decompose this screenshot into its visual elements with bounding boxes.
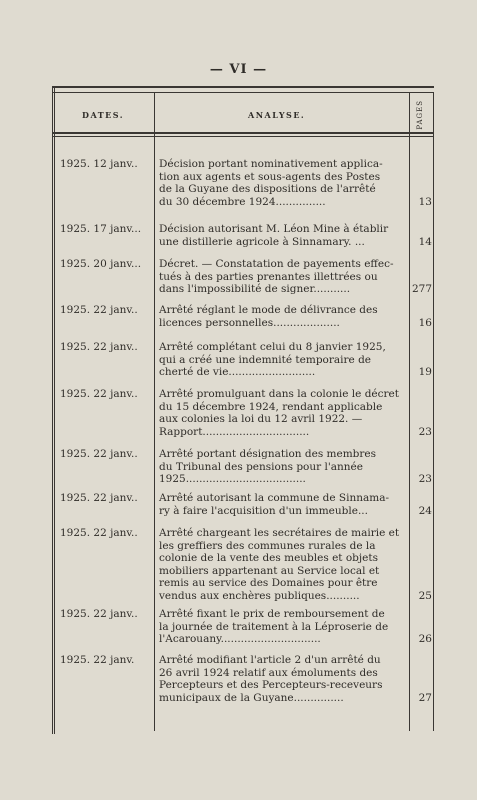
page-folio: — VI — xyxy=(209,62,268,77)
index-table xyxy=(52,86,434,734)
entry-date: 1925. 22 janv.. xyxy=(60,341,138,353)
analysis-line: Percepteurs et des Percepteurs-receveurs xyxy=(159,679,383,691)
entry-page-number: 26 xyxy=(418,633,432,645)
entry-date: 1925. 22 janv.. xyxy=(60,304,138,316)
entry-date: 1925. 22 janv.. xyxy=(60,388,138,400)
analysis-line: Arrêté réglant le mode de délivrance des xyxy=(159,304,378,316)
entry-date: 1925. 20 janv... xyxy=(60,258,142,270)
entry-analysis xyxy=(159,258,409,296)
entry-analysis xyxy=(159,158,409,208)
analysis-line: Décret. — Constatation de payements effec- xyxy=(159,258,394,270)
entry-date: 1925. 22 janv.. xyxy=(60,608,138,620)
entry-date: 1925. 22 janv.. xyxy=(60,492,138,504)
header-rule xyxy=(52,132,434,134)
analysis-line: Arrêté complétant celui du 8 janvier 1925, xyxy=(159,341,386,353)
analysis-line: cherté de vie.......................... xyxy=(159,366,316,378)
entry-page-number: 23 xyxy=(418,425,432,438)
analysis-line: vendus aux enchères publiques.......... xyxy=(159,589,360,602)
analysis-line: Décision autorisant M. Léon Mine à établir xyxy=(159,223,389,235)
entry-analysis xyxy=(159,341,409,379)
analysis-line: mobiliers appartenant au Service local et xyxy=(159,564,380,577)
analysis-line: remis au service des Domaines pour être xyxy=(159,577,378,589)
left-border xyxy=(52,86,55,734)
header-rule-thin xyxy=(52,136,434,137)
header-dates: DATES. xyxy=(82,110,125,120)
entry-analysis xyxy=(159,223,409,248)
entry-date: 1925. 12 janv.. xyxy=(60,158,138,170)
entry-analysis xyxy=(159,654,409,704)
entry-date: 1925. 22 janv.. xyxy=(60,448,138,460)
entry-analysis xyxy=(159,448,409,486)
analysis-line: de la Guyane des dispositions de l'arrêté xyxy=(159,183,376,195)
analysis-line: dans l'impossibilité de signer........... xyxy=(159,283,351,295)
analysis-line: les greffiers des communes rurales de la xyxy=(159,539,376,552)
entry-page-number: 23 xyxy=(418,473,432,485)
analysis-line: la journée de traitement à la Léproserie de xyxy=(159,620,389,633)
column-divider-pages xyxy=(409,93,410,731)
entry-page-number: 25 xyxy=(418,589,432,602)
entry-page-number: 27 xyxy=(418,691,432,704)
entry-date: 1925. 22 janv. xyxy=(60,654,135,666)
analysis-line: du Tribunal des pensions pour l'année xyxy=(159,460,363,473)
entry-analysis xyxy=(159,388,409,438)
analysis-line: aux colonies la loi du 12 avril 1922. — xyxy=(159,413,363,425)
analysis-line: l'Acarouany.............................. xyxy=(159,633,321,645)
analysis-line: Arrêté promulguant dans la colonie le décret xyxy=(159,388,399,400)
entry-page-number: 16 xyxy=(418,316,432,329)
entry-analysis xyxy=(159,304,409,329)
analysis-line: Arrêté autorisant la commune de Sinnama- xyxy=(159,492,390,504)
analysis-line: tion aux agents et sous-agents des Postes xyxy=(159,170,381,183)
analysis-line: Arrêté fixant le prix de remboursement de xyxy=(159,608,385,620)
analysis-line: Rapport................................ xyxy=(159,425,310,438)
column-divider-dates xyxy=(154,93,155,731)
entry-page-number: 13 xyxy=(418,195,432,208)
analysis-line: une distillerie agricole à Sinnamary. ... xyxy=(159,235,365,248)
entry-page-number: 277 xyxy=(412,283,433,295)
analysis-line: qui a créé une indemnité temporaire de xyxy=(159,353,371,366)
right-border xyxy=(433,93,434,731)
entry-date: 1925. 22 janv.. xyxy=(60,527,138,539)
header-analyse: ANALYSE. xyxy=(248,110,306,120)
analysis-line: Arrêté portant désignation des membres xyxy=(159,448,377,460)
analysis-line: Arrêté chargeant les secrétaires de mairie et xyxy=(159,527,400,539)
analysis-line: tués à des parties prenantes illettrées ou xyxy=(159,270,378,283)
analysis-line: 26 avril 1924 relatif aux émoluments des xyxy=(159,666,378,679)
entry-page-number: 14 xyxy=(418,235,432,248)
analysis-line: Décision portant nominativement applica- xyxy=(159,158,383,170)
header-pages: PAGES xyxy=(416,100,424,130)
analysis-line: du 30 décembre 1924............... xyxy=(159,195,326,208)
entry-analysis xyxy=(159,608,409,646)
entry-analysis xyxy=(159,527,409,602)
entry-page-number: 24 xyxy=(418,504,432,517)
analysis-line: ry à faire l'acquisition d'un immeuble... xyxy=(159,504,368,517)
entry-page-number: 19 xyxy=(418,366,432,378)
analysis-line: colonie de la vente des meubles et objets xyxy=(159,552,378,564)
top-rule xyxy=(52,86,434,93)
entry-analysis xyxy=(159,492,409,517)
analysis-line: municipaux de la Guyane............... xyxy=(159,691,344,704)
analysis-line: Arrêté modifiant l'article 2 d'un arrêté du xyxy=(159,654,381,666)
analysis-line: 1925.................................... xyxy=(159,473,306,485)
entry-date: 1925. 17 janv... xyxy=(60,223,142,235)
analysis-line: du 15 décembre 1924, rendant applicable xyxy=(159,400,383,413)
analysis-line: licences personnelles.................... xyxy=(159,316,340,329)
